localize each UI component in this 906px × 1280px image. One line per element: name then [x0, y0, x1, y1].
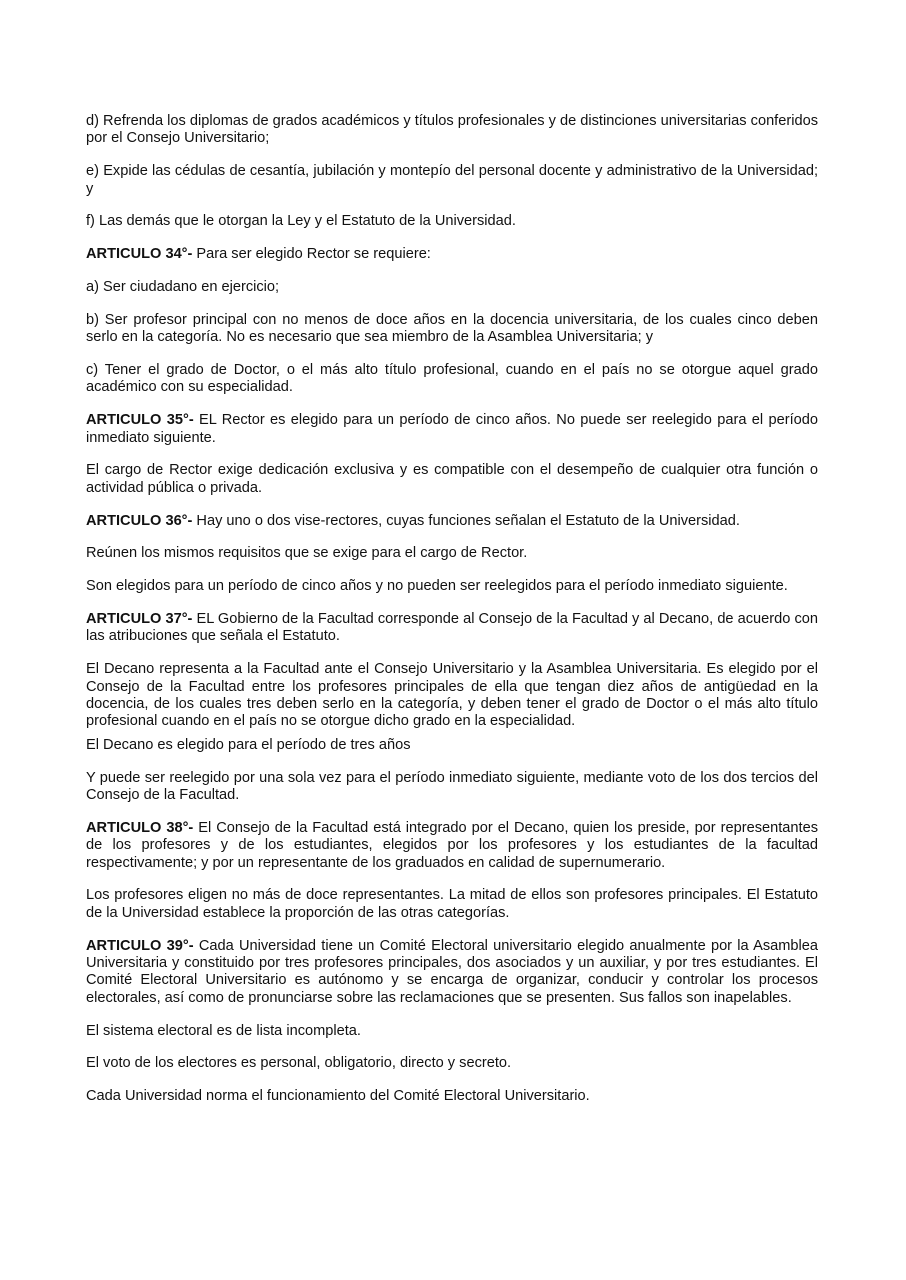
article-34	[86, 246, 818, 263]
paragraph-text: El Decano es elegido para el período de tres años	[86, 736, 411, 753]
paragraph-text: Para ser elegido Rector se requiere:	[192, 246, 431, 263]
paragraph-text: d) Refrenda los diplomas de grados académicos y títulos profesionales y de distinciones universitarias conferidos por el Consejo Universitario;	[86, 113, 818, 147]
paragraph-text: c) Tener el grado de Doctor, o el más alto título profesional, cuando en el país no se otorgue aquel grado académico con su especialidad.	[86, 362, 818, 396]
paragraph-b	[86, 312, 818, 347]
paragraph-decano-representa	[86, 661, 818, 731]
paragraph-comite-norma	[86, 1088, 818, 1105]
paragraph-rector-cargo	[86, 462, 818, 497]
paragraph-text: El Consejo de la Facultad está integrado por el Decano, quien los preside, por representantes de los profesores y de los estudiantes, elegidos por los profesores y los estudiantes de la facultad respectivamente; y por un representante de los graduados en calidad de supernumerario.	[86, 819, 818, 871]
paragraph-text: f) Las demás que le otorgan la Ley y el Estatuto de la Universidad.	[86, 213, 516, 230]
paragraph-text: EL Gobierno de la Facultad corresponde al Consejo de la Facultad y al Decano, de acuerdo con las atribuciones que señala el Estatuto.	[86, 611, 819, 645]
paragraph-requisitos	[86, 545, 818, 562]
article-heading: ARTICULO 39°-	[86, 937, 194, 954]
article-38	[86, 820, 818, 872]
article-heading: ARTICULO 34°-	[86, 246, 193, 263]
article-36	[86, 513, 818, 530]
paragraph-profesores-representantes	[86, 887, 818, 922]
paragraph-text: Y puede ser reelegido por una sola vez para el período inmediato siguiente, mediante voto de los dos tercios del Consejo de la Facultad.	[86, 769, 818, 804]
paragraph-text: El sistema electoral es de lista incompleta.	[86, 1022, 361, 1039]
document-page	[86, 113, 818, 1121]
paragraph-voto	[86, 1055, 818, 1072]
paragraph-decano-periodo	[86, 737, 818, 754]
article-heading: ARTICULO 35°-	[86, 412, 194, 429]
article-heading: ARTICULO 38°-	[86, 819, 194, 836]
paragraph-text: Cada Universidad tiene un Comité Electoral universitario elegido anualmente por la Asamblea Universitaria y constituido por tres profesores principales, dos asociados y un auxiliar, y por tres estudiantes. El Comité Electoral Universitario es autónomo y se encarga de organizar, conducir y controlar los procesos electorales, así como de pronunciarse sobre las reclamaciones que se presenten. Sus fallos son inapelables.	[86, 937, 818, 1006]
paragraph-text: El voto de los electores es personal, obligatorio, directo y secreto.	[86, 1055, 512, 1072]
paragraph-text: Son elegidos para un período de cinco años y no pueden ser reelegidos para el período inmediato siguiente.	[86, 578, 788, 595]
article-35	[86, 412, 818, 447]
paragraph-text: a) Ser ciudadano en ejercicio;	[86, 279, 280, 295]
paragraph-text: e) Expide las cédulas de cesantía, jubilación y montepío del personal docente y administrativo de la Universidad; y	[86, 163, 818, 197]
paragraph-f	[86, 213, 818, 230]
paragraph-text: Hay uno o dos vise-rectores, cuyas funciones señalan el Estatuto de la Universidad.	[192, 512, 740, 529]
article-heading: ARTICULO 37°-	[86, 611, 193, 627]
paragraph-vicerrectores-periodo	[86, 578, 818, 595]
article-heading: ARTICULO 36°-	[86, 512, 193, 529]
paragraph-text: El cargo de Rector exige dedicación exclusiva y es compatible con el desempeño de cualquier otra función o actividad pública o privada.	[86, 462, 818, 496]
paragraph-text: Reúnen los mismos requisitos que se exige para el cargo de Rector.	[86, 545, 528, 562]
paragraph-text: El Decano representa a la Facultad ante el Consejo Universitario y la Asamblea Universitaria. Es elegido por el Consejo de la Facultad entre los profesores principales de ella que tengan diez años de antigüedad en la docencia, de los cuales tres deben serlo en la categoría, y deben tener el grado de Doctor o el más alto título profesional cuando en el país no se otorgue dicho grado en la especialidad.	[86, 661, 818, 730]
paragraph-text: EL Rector es elegido para un período de cinco años. No puede ser reelegido para el período inmediato siguiente.	[86, 412, 819, 446]
paragraph-text: b) Ser profesor principal con no menos de doce años en la docencia universitaria, de los cuales cinco deben serlo en la categoría. No es necesario que sea miembro de la Asamblea Universitaria; y	[86, 311, 818, 346]
article-37	[86, 611, 818, 646]
article-39	[86, 938, 818, 1008]
paragraph-sistema-electoral	[86, 1023, 818, 1040]
paragraph-d	[86, 113, 818, 148]
paragraph-e	[86, 163, 818, 198]
paragraph-decano-reeleccion	[86, 770, 818, 805]
paragraph-text: Cada Universidad norma el funcionamiento del Comité Electoral Universitario.	[86, 1088, 590, 1105]
paragraph-c	[86, 362, 818, 397]
paragraph-a	[86, 279, 818, 296]
paragraph-text: Los profesores eligen no más de doce representantes. La mitad de ellos son profesores principales. El Estatuto de la Universidad establece la proporción de las otras categorías.	[86, 887, 818, 921]
